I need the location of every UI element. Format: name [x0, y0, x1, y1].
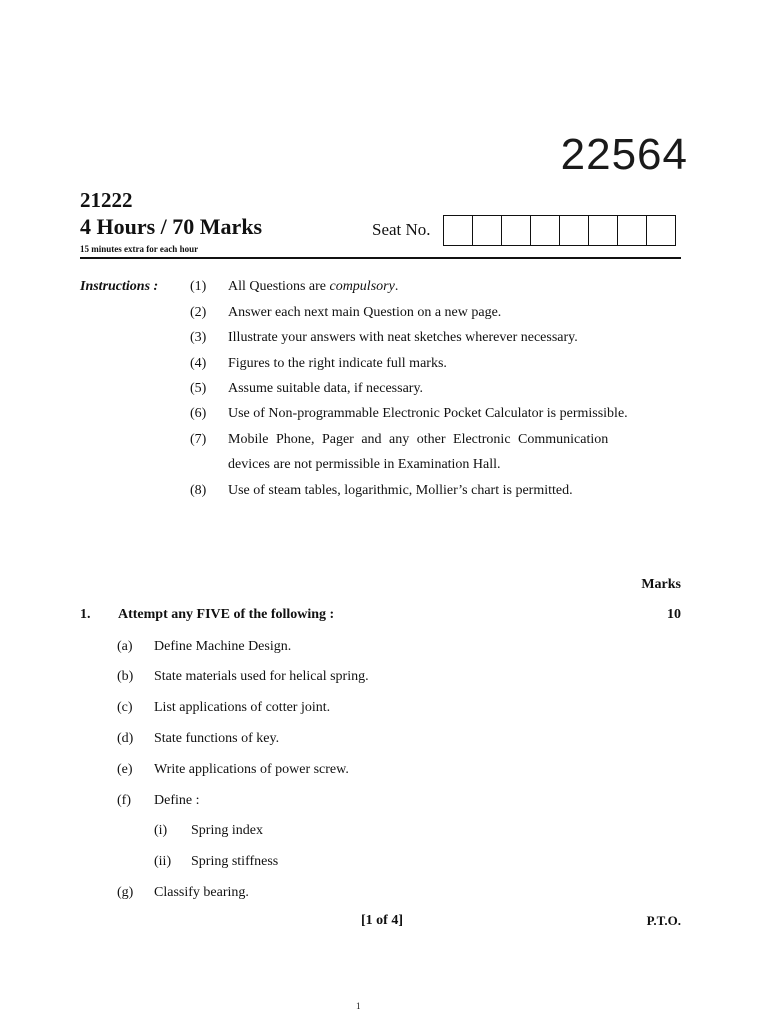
instruction-number: (2): [190, 305, 207, 320]
question-number: 1.: [80, 607, 91, 622]
seat-digit-box: [444, 216, 473, 245]
seat-digit-box: [589, 216, 618, 245]
part-letter: (a): [117, 639, 133, 654]
instruction-text: Assume suitable data, if necessary.: [228, 381, 424, 396]
seat-digit-box: [618, 216, 647, 245]
part-letter: (e): [117, 762, 133, 777]
part-letter: (d): [117, 731, 134, 746]
seat-digit-box: [502, 216, 531, 245]
instruction-text: Use of Non-programmable Electronic Pocket Calculator is permissible.: [228, 406, 628, 421]
instructions-label: Instructions :: [80, 279, 159, 294]
part-letter: (g): [117, 885, 134, 900]
instruction-text: Mobile Phone, Pager and any other Electronic Communication: [228, 432, 609, 447]
part-text: Classify bearing.: [154, 885, 249, 900]
question-title: Attempt any FIVE of the following :: [118, 607, 335, 622]
seat-digit-box: [560, 216, 589, 245]
seat-digit-box: [473, 216, 502, 245]
marks-column-heading: Marks: [641, 577, 681, 592]
question-marks: 10: [667, 607, 681, 622]
extra-time-note: 15 minutes extra for each hour: [80, 244, 199, 254]
please-turn-over: P.T.O.: [646, 913, 681, 928]
subpart-number: (ii): [154, 854, 172, 869]
page-indicator: [1 of 4]: [361, 913, 403, 928]
seat-number-label: Seat No.: [372, 220, 431, 239]
part-text: List applications of cotter joint.: [154, 700, 331, 715]
instruction-text: Use of steam tables, logarithmic, Mollier’s chart is permitted.: [228, 483, 573, 498]
seat-number-boxes: [443, 215, 676, 246]
seat-digit-box: [647, 216, 675, 245]
instruction-number: (7): [190, 432, 207, 447]
part-text: State functions of key.: [154, 731, 280, 746]
part-text: Write applications of power screw.: [154, 762, 349, 777]
part-text: Define Machine Design.: [154, 639, 292, 654]
instruction-number: (5): [190, 381, 207, 396]
subpart-text: Spring stiffness: [191, 854, 279, 869]
part-letter: (c): [117, 700, 133, 715]
subpart-text: Spring index: [191, 823, 263, 838]
seat-digit-box: [531, 216, 560, 245]
instruction-number: (3): [190, 330, 207, 345]
part-text: Define :: [154, 793, 200, 808]
instruction-number: (4): [190, 356, 207, 371]
instruction-text: All Questions are compulsory.: [228, 279, 399, 294]
instruction-text: Answer each next main Question on a new page.: [228, 305, 502, 320]
instruction-text: Illustrate your answers with neat sketches wherever necessary.: [228, 330, 578, 345]
instruction-text-continued: devices are not permissible in Examination Hall.: [228, 457, 501, 472]
part-letter: (f): [117, 793, 131, 808]
exam-code: 21222: [80, 188, 133, 212]
instruction-number: (8): [190, 483, 207, 498]
subpart-number: (i): [154, 823, 168, 838]
page-bottom-number: 1: [356, 1001, 361, 1011]
part-text: State materials used for helical spring.: [154, 669, 369, 684]
paper-code: 22564: [560, 130, 688, 179]
instruction-text: Figures to the right indicate full marks.: [228, 356, 447, 371]
exam-duration: 4 Hours / 70 Marks: [80, 214, 263, 239]
header-divider: [80, 257, 681, 259]
part-letter: (b): [117, 669, 134, 684]
instruction-number: (6): [190, 406, 207, 421]
instruction-number: (1): [190, 279, 207, 294]
